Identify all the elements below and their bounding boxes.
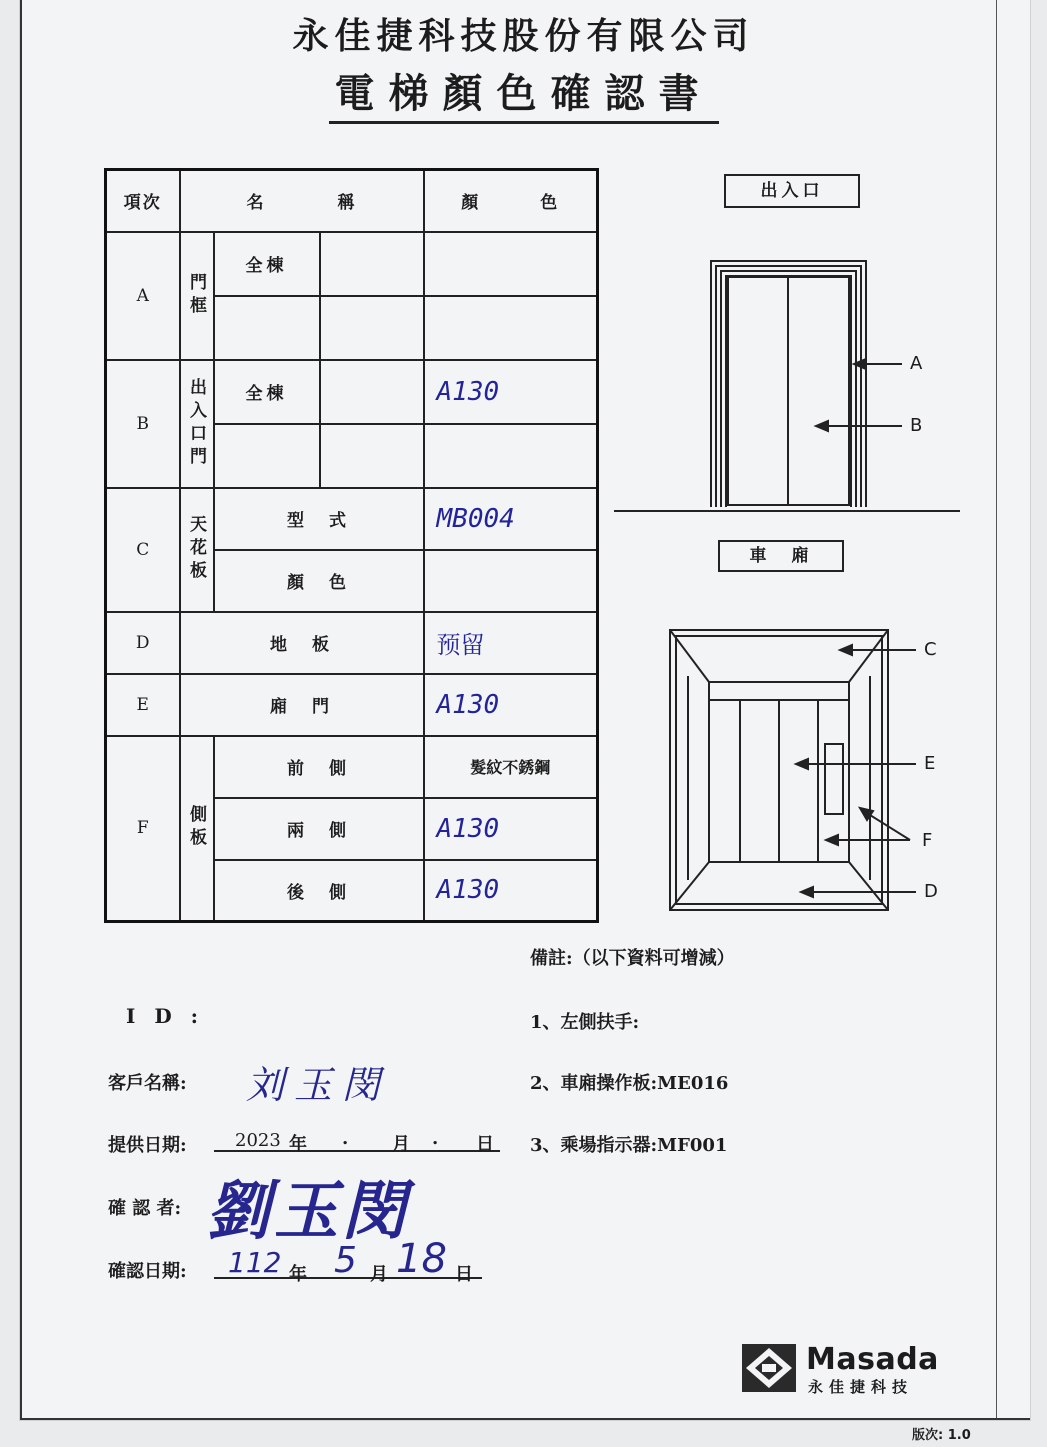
row-e-code: E <box>106 674 180 736</box>
provide-year-unit: 年 <box>289 1134 307 1155</box>
id-label: I D : <box>126 1004 205 1028</box>
marker-f: F <box>922 830 933 851</box>
marker-a: A <box>910 353 923 374</box>
provide-day-dot: . <box>432 1128 439 1149</box>
header-item: 項次 <box>106 170 180 232</box>
row-c-code: C <box>106 488 180 612</box>
note-2: 2、車廂操作板:ME016 <box>530 1073 729 1094</box>
masada-logo-icon <box>742 1344 796 1392</box>
row-f1-color: 髮紋不銹鋼 <box>424 736 598 798</box>
notes-heading: 備註:（以下資料可增減） <box>530 948 735 969</box>
marker-e: E <box>924 753 936 774</box>
provide-day-unit: 日 <box>476 1134 494 1155</box>
entrance-arrows <box>816 359 902 431</box>
row-d-color: 预留 <box>424 612 598 674</box>
row-d-label: 地 板 <box>180 612 424 674</box>
confirm-month: 5 <box>334 1240 357 1281</box>
marker-d: D <box>924 881 938 902</box>
marker-b: B <box>910 415 923 436</box>
confirmer-label: 確 認 者: <box>108 1198 182 1219</box>
confirm-year: 112 <box>228 1246 282 1279</box>
provide-date-year: 2023 <box>235 1130 281 1151</box>
row-f-group: 側板 <box>180 736 214 922</box>
row-f2-color: A130 <box>424 798 598 860</box>
version-label: 版次: 1.0 <box>912 1428 971 1443</box>
logo-name: Masada <box>806 1342 939 1377</box>
note-1: 1、左側扶手: <box>530 1012 640 1033</box>
logo-subtitle: 永佳捷科技 <box>808 1378 914 1396</box>
row-f3-color: A130 <box>424 860 598 922</box>
row-f-code: F <box>106 736 180 922</box>
row-c2-label: 顏 色 <box>214 550 424 612</box>
row-c-group: 天花板 <box>180 488 214 612</box>
provide-month-unit: 月 <box>392 1134 410 1155</box>
row-e-label: 廂 門 <box>180 674 424 736</box>
row-e-color: A130 <box>424 674 598 736</box>
header-name-a: 名 <box>246 193 266 214</box>
note-3: 3、乘場指示器:MF001 <box>530 1135 728 1156</box>
row-b1-label: 全棟 <box>214 360 320 424</box>
confirm-day: 18 <box>396 1236 447 1282</box>
customer-label: 客戶名稱: <box>108 1073 187 1094</box>
confirmer-signature: 劉玉閔 <box>206 1175 410 1249</box>
row-f1-label: 前 側 <box>214 736 424 798</box>
provide-date-label: 提供日期: <box>108 1135 187 1156</box>
document-title-text: 電梯顏色確認書 <box>329 70 719 124</box>
row-b-code: B <box>106 360 180 488</box>
entrance-label-box: 出入口 <box>724 174 860 208</box>
row-f3-label: 後 側 <box>214 860 424 922</box>
row-c1-label: 型 式 <box>214 488 424 550</box>
confirm-date-label: 確認日期: <box>108 1261 187 1282</box>
header-name-b: 稱 <box>337 193 357 214</box>
customer-value: 刘玉閔 <box>246 1063 391 1107</box>
provide-month-dot: . <box>342 1128 349 1149</box>
row-c1-color: MB004 <box>424 488 598 550</box>
car-label-box: 車 廂 <box>718 540 844 572</box>
confirm-month-unit: 月 <box>370 1264 388 1285</box>
confirm-day-unit: 日 <box>455 1264 473 1285</box>
entrance-door-drawing <box>614 261 960 511</box>
row-a-group: 門框 <box>180 232 214 360</box>
row-a1-label: 全棟 <box>214 232 320 296</box>
car-drawing <box>670 630 888 910</box>
row-a-code: A <box>106 232 180 360</box>
header-color-b: 色 <box>540 193 560 214</box>
company-name: 永佳捷科技股份有限公司 <box>292 15 755 57</box>
row-b1-color: A130 <box>424 360 598 424</box>
marker-c: C <box>924 639 937 660</box>
confirm-year-unit: 年 <box>289 1264 307 1285</box>
row-b-group: 出入口門 <box>180 360 214 488</box>
row-d-code: D <box>106 612 180 674</box>
header-color-a: 顏 <box>461 193 481 214</box>
row-f2-label: 兩 側 <box>214 798 424 860</box>
